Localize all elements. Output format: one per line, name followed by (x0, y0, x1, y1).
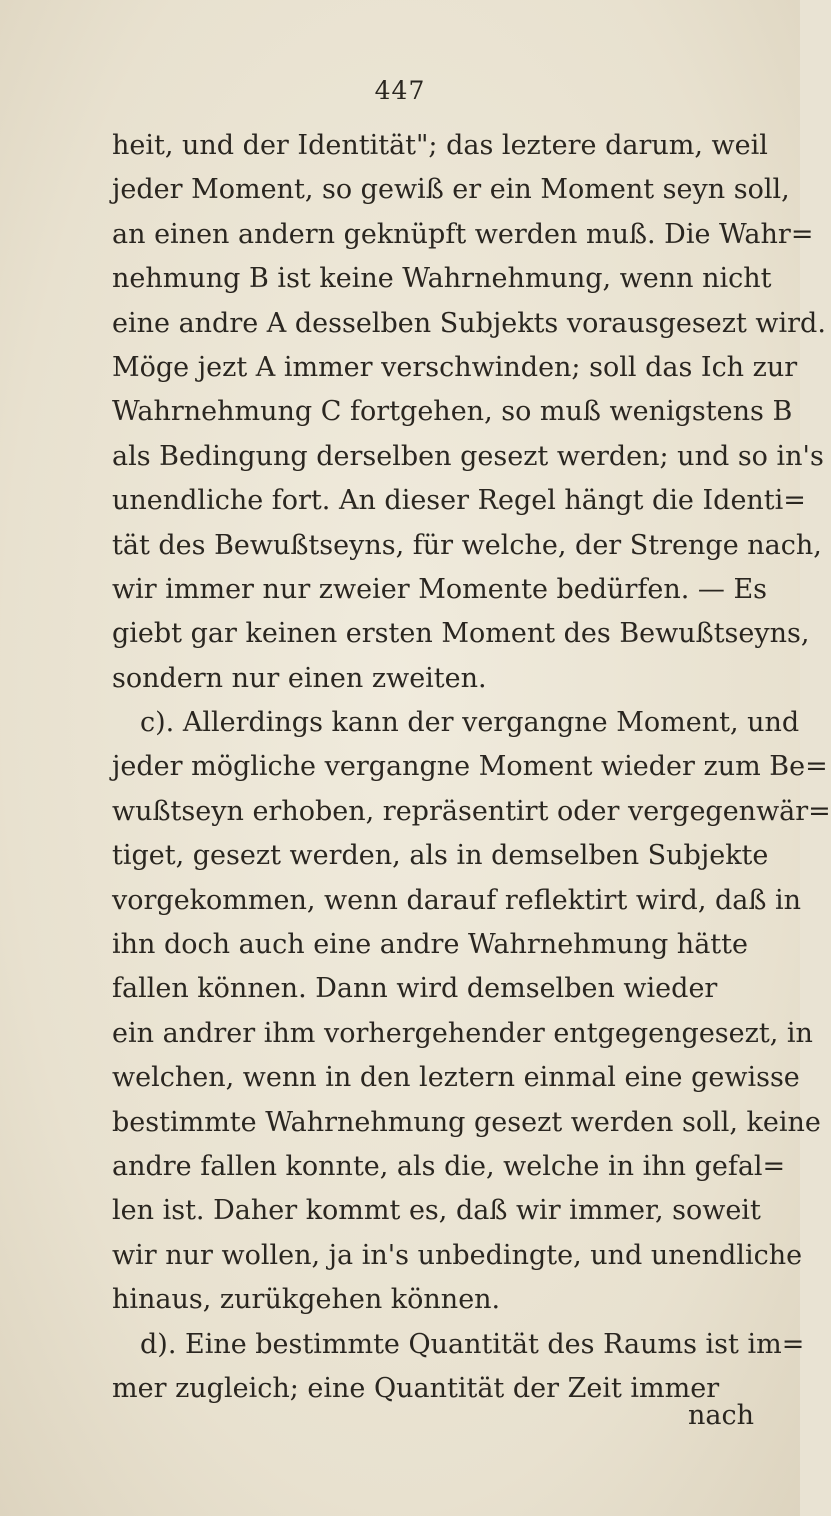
text-line: heit, und der Identität"; das leztere darum, weil (112, 130, 768, 161)
text-line: hinaus, zurükgehen können. (112, 1284, 501, 1316)
text-line: an einen andern geknüpft werden muß. Die Wahr= (112, 218, 814, 250)
text-line: vorgekommen, wenn darauf reflektirt wird, daß in (112, 884, 802, 916)
text-line: Möge jezt A immer verschwinden; soll das Ich zur (112, 351, 798, 383)
text-line: len ist. Daher kommt es, daß wir immer, soweit (112, 1195, 761, 1227)
text-line: fallen können. Dann wird demselben wieder (112, 973, 718, 1005)
text-line: wir nur wollen, ja in's unbedingte, und unendliche (112, 1239, 803, 1271)
text-line: eine andre A desselben Subjekts vorausgesezt wird. (112, 307, 826, 339)
catchword: nach (688, 1400, 754, 1431)
text-body (112, 124, 831, 1411)
text-line: Wahrnehmung C fortgehen, so muß wenigstens B (112, 396, 793, 428)
text-line: sondern nur einen zweiten. (112, 662, 487, 694)
text-line: jeder Moment, so gewiß er ein Moment seyn soll, (112, 174, 790, 206)
text-line: tät des Bewußtseyns, für welche, der Strenge nach, (112, 529, 822, 561)
text-line: jeder mögliche vergangne Moment wieder zum Be= (112, 751, 828, 783)
text-line: bestimmte Wahrnehmung gesezt werden soll, keine (112, 1106, 821, 1138)
text-line: als Bedingung derselben gesezt werden; und so in's (112, 440, 824, 472)
text-line: unendliche fort. An dieser Regel hängt die Identi= (112, 485, 806, 517)
text-line: ein andrer ihm vorhergehender entgegengesezt, in (112, 1017, 813, 1049)
paragraph-d-start: d). Eine bestimmte Quantität des Raums ist im= (140, 1328, 805, 1360)
text-line: welchen, wenn in den leztern einmal eine gewisse (112, 1062, 800, 1094)
text-line: wußtseyn erhoben, repräsentirt oder vergegenwär= (112, 795, 831, 827)
paragraph-c-start: c). Allerdings kann der vergangne Moment, und (140, 707, 800, 739)
text-line: andre fallen konnte, als die, welche in ihn gefal= (112, 1150, 786, 1182)
text-line: ihn doch auch eine andre Wahrnehmung hätte (112, 929, 748, 961)
text-line: tiget, gesezt werden, als in demselben Subjekte (112, 840, 769, 872)
text-line: nehmung B ist keine Wahrnehmung, wenn nicht (112, 263, 772, 295)
text-line: mer zugleich; eine Quantität der Zeit immer (112, 1372, 720, 1404)
text-line: wir immer nur zweier Momente bedürfen. — Es (112, 573, 768, 605)
text-line: giebt gar keinen ersten Moment des Bewußtseyns, (112, 618, 810, 650)
page-number: 447 (374, 76, 426, 105)
